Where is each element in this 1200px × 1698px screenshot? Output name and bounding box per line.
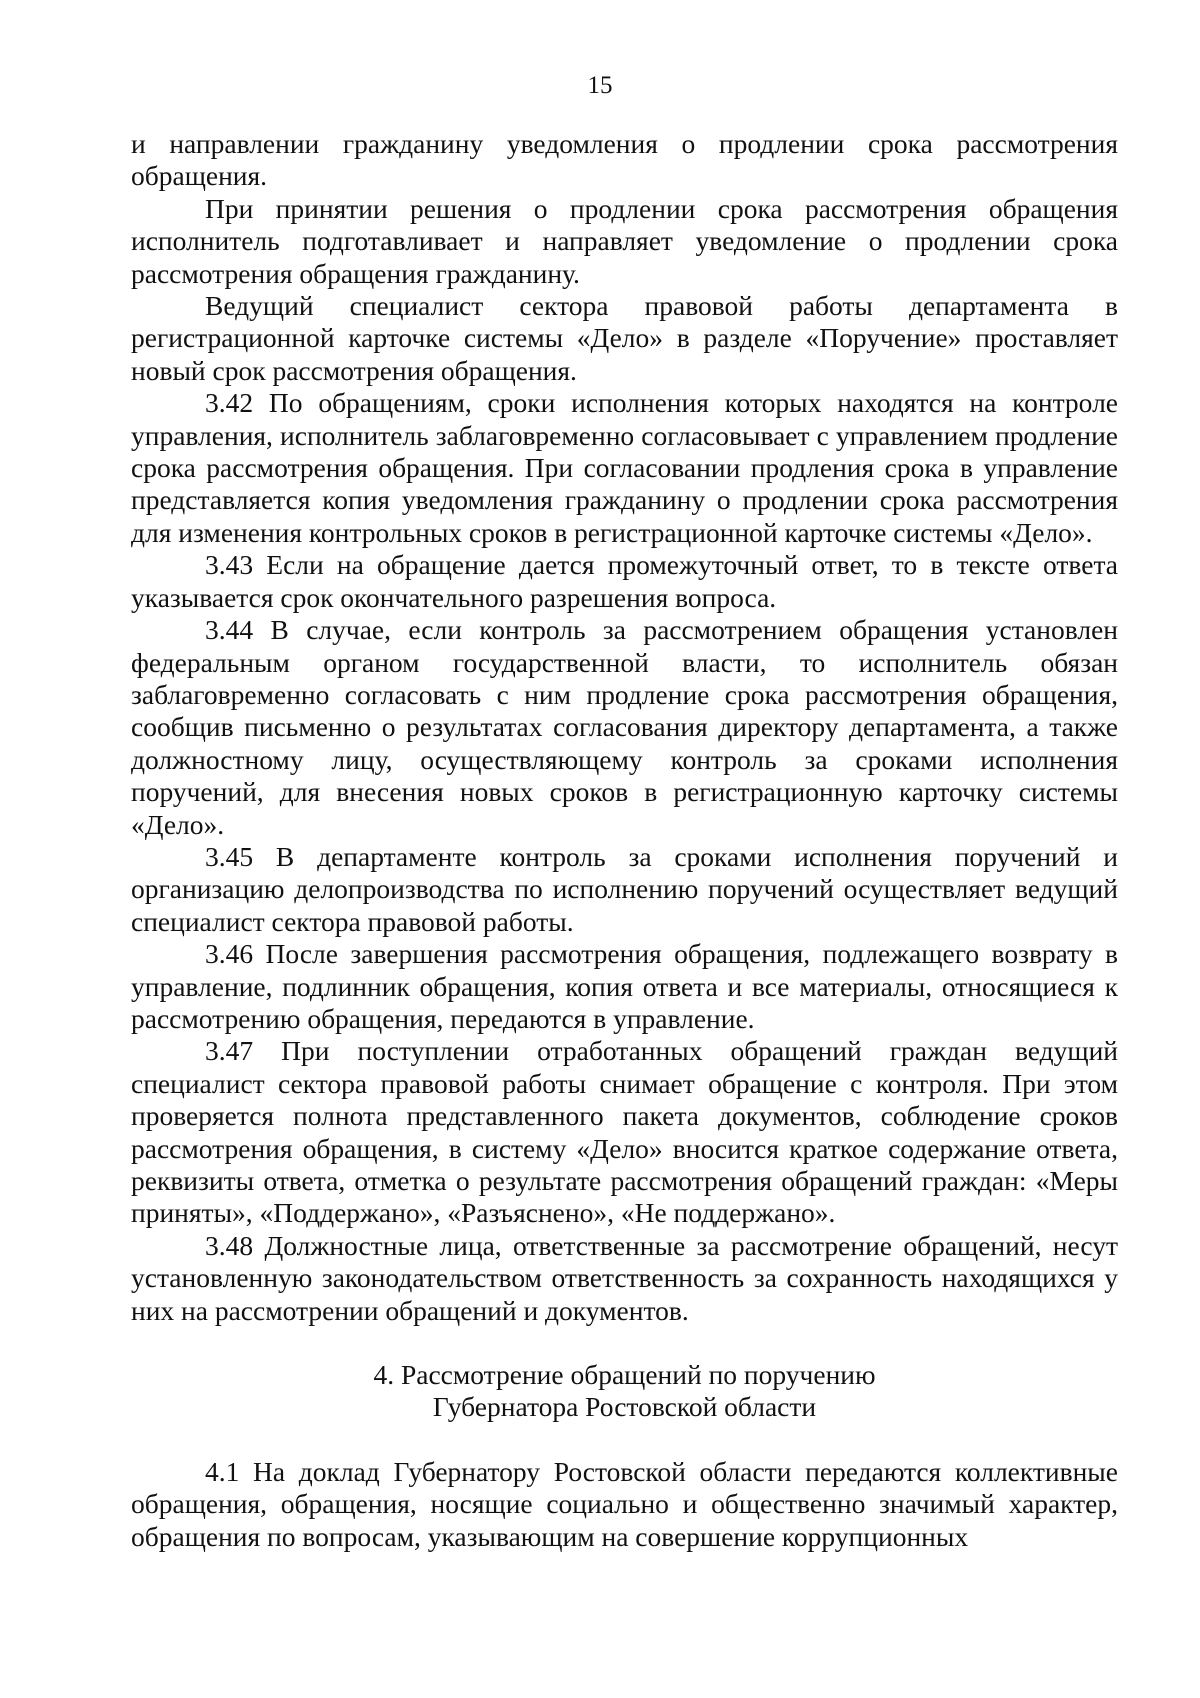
paragraph: Ведущий специалист сектора правовой работы департамента в регистрационной карточке системы «Дело» в разделе «Поручение» проставляет новый срок рассмотрения обращения. bbox=[131, 290, 1118, 386]
paragraph: При принятии решения о продлении срока рассмотрения обращения исполнитель подготавливает и направляет уведомление о продлении срока рассмотрения обращения гражданину. bbox=[131, 192, 1118, 289]
paragraph-3-47: 3.47 При поступлении отработанных обращений граждан ведущий специалист сектора правовой работы снимает обращение с контроля. При этом проверяется полнота представленного пакета документов, соблюдение сроков рассмотрения обращения, в систему «Дело» вносится краткое содержание ответа, реквизиты ответа, отметка о результате рассмотрения обращений граждан: «Меры приняты», «Поддержано», «Разъяснено», «Не поддержано». bbox=[131, 1035, 1118, 1229]
paragraph-4-1: 4.1 На доклад Губернатору Ростовской области передаются коллективные обращения, обращения, носящие социально и общественно значимый характер, обращения по вопросам, указывающим на совершение коррупционных bbox=[131, 1455, 1118, 1552]
section-heading-line-2: Губернатора Ростовской области bbox=[432, 1391, 817, 1423]
paragraph-3-44: 3.44 В случае, если контроль за рассмотрением обращения установлен федеральным органом государственной власти, то исполнитель обязан заблаговременно согласовать с ним продление срока рассмотрения обращения, сообщив письменно о результатах согласования директору департамента, а также должностному лицу, осуществляющему контроль за сроками исполнения поручений, для внесения новых сроков в регистрационную карточку системы «Дело». bbox=[131, 614, 1118, 840]
paragraph-3-46: 3.46 После завершения рассмотрения обращения, подлежащего возврату в управление, подлинник обращения, копия ответа и все материалы, относящиеся к рассмотрению обращения, передаются в управление. bbox=[131, 938, 1118, 1034]
document-body bbox=[131, 128, 1118, 1553]
paragraph-3-43: 3.43 Если на обращение дается промежуточный ответ, то в тексте ответа указывается срок окончательного разрешения вопроса. bbox=[131, 549, 1118, 613]
paragraph-3-42: 3.42 По обращениям, сроки исполнения которых находятся на контроле управления, исполнитель заблаговременно согласовывает с управлением продление срока рассмотрения обращения. При согласовании продления срока в управление представляется копия уведомления гражданину о продлении срока рассмотрения для изменения контрольных сроков в регистрационной карточке системы «Дело». bbox=[131, 387, 1118, 548]
section-heading bbox=[131, 1359, 1118, 1424]
paragraph-3-45: 3.45 В департаменте контроль за сроками исполнения поручений и организацию делопроизводства по исполнению поручений осуществляет ведущий специалист сектора правовой работы. bbox=[131, 840, 1118, 937]
page-number: 15 bbox=[587, 72, 613, 99]
paragraph-3-48: 3.48 Должностные лица, ответственные за рассмотрение обращений, несут установленную законодательством ответственность за сохранность находящихся у них на рассмотрении обращений и документов. bbox=[131, 1229, 1118, 1326]
paragraph: и направлении гражданину уведомления о продлении срока рассмотрения обращения. bbox=[131, 128, 1118, 192]
section-heading-line-1: 4. Рассмотрение обращений по поручению bbox=[373, 1359, 876, 1391]
